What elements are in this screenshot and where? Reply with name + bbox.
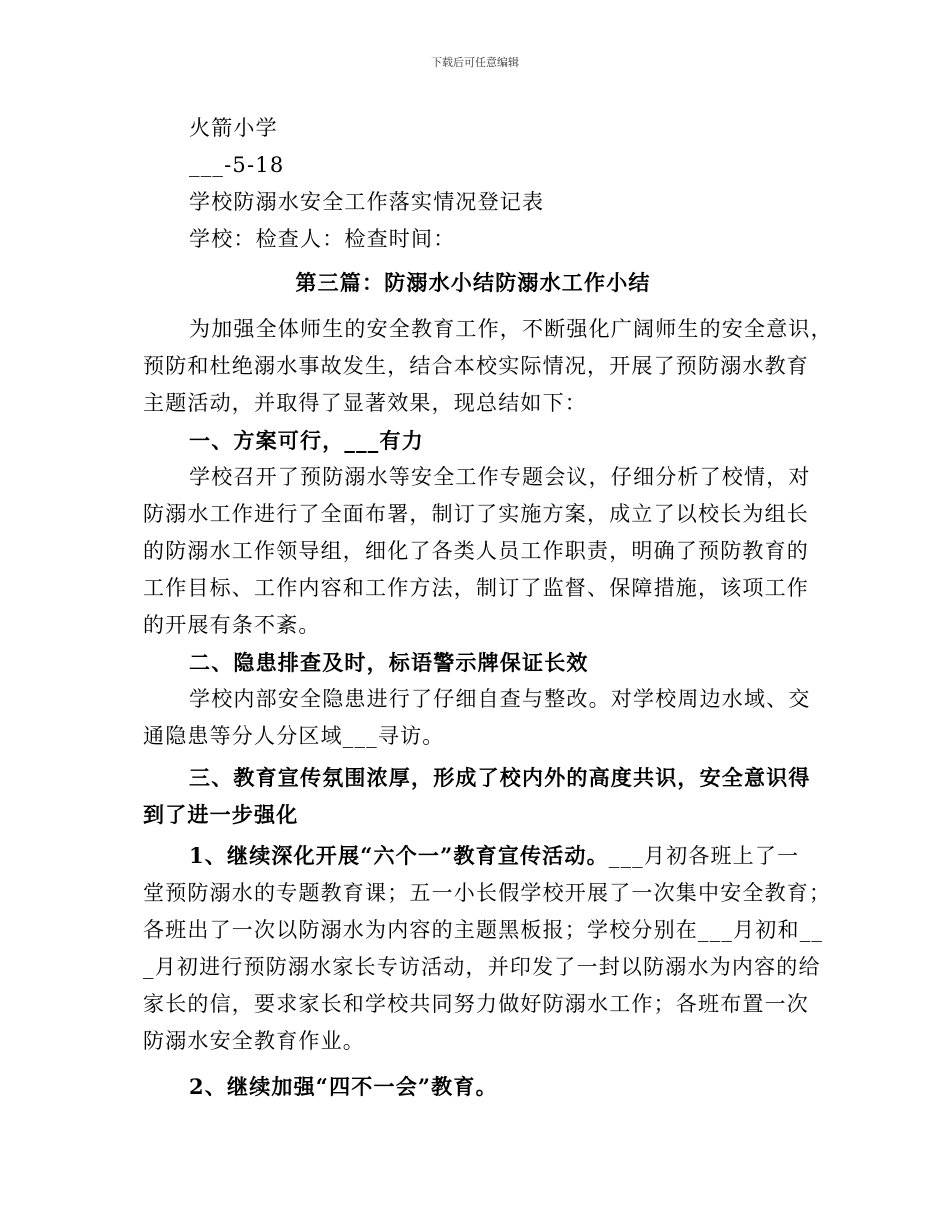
paragraph-line: 防溺水工作进行了全面布署，制订了实施方案，成立了以校长为组长: [143, 502, 809, 526]
item1-lead: 1、继续深化开展“六个一”教育宣传活动。: [189, 843, 609, 868]
paragraph-line: 预防和杜绝溺水事故发生，结合本校实际情况，开展了预防溺水教育: [143, 354, 809, 378]
heading-line: 三、教育宣传氛围浓厚，形成了校内外的高度共识，安全意识得: [189, 765, 811, 790]
item2-heading: 2、继续加强“四不一会”教育。: [189, 1074, 498, 1099]
paragraph-line: 的防溺水工作领导组，细化了各类人员工作职责，明确了预防教育的: [143, 539, 809, 563]
document-body: [143, 110, 833, 1105]
section2-heading: 二、隐患排查及时，标语警示牌保证长效: [189, 650, 589, 675]
paragraph-line: 家长的信，要求家长和学校共同努力做好防溺水工作；各班布置一次: [143, 992, 809, 1016]
item1-paragraph: [143, 837, 832, 1060]
paragraph-line: 工作目标、工作内容和工作方法，制订了监督、保障措施，该项工作: [143, 576, 809, 600]
paragraph-line: 各班出了一次以防溺水为内容的主题黑板报；学校分别在___月初和__: [143, 918, 824, 942]
section2-body: [143, 681, 823, 755]
section3-heading: [143, 759, 823, 833]
paragraph-line: 学校召开了预防溺水等安全工作专题会议，仔细分析了校情，对: [189, 465, 811, 489]
paragraph-line: _月初进行预防溺水家长专访活动，并印发了一封以防溺水为内容的给: [143, 955, 821, 979]
paragraph-line: 为加强全体师生的安全教育工作，不断强化广阔师生的安全意识，: [189, 317, 833, 341]
date-line: ___-5-18: [189, 153, 285, 177]
form-fields-line: 学校：检查人：检查时间：: [189, 227, 456, 251]
paragraph-line: 的开展有条不紊。: [143, 613, 321, 637]
article-title: 第三篇：防溺水小结防溺水工作小结: [295, 270, 651, 295]
school-name: 火箭小学: [189, 116, 278, 140]
paragraph-line: 堂预防溺水的专题教育课；五一小长假学校开展了一次集中安全教育；: [143, 881, 832, 905]
section1-body: [143, 459, 823, 644]
paragraph-line: 防溺水安全教育作业。: [143, 1029, 365, 1053]
heading-line: 到了进一步强化: [143, 802, 299, 827]
paragraph-line: 通隐患等分人分区域___寻访。: [143, 724, 445, 748]
paragraph-line: 主题活动，并取得了显著效果，现总结如下：: [143, 391, 587, 415]
form-title: 学校防溺水安全工作落实情况登记表: [189, 190, 545, 214]
paragraph-line: 学校内部安全隐患进行了仔细自查与整改。对学校周边水域、交: [189, 687, 811, 711]
page-header: 下载后可任意编辑: [431, 56, 519, 69]
item1-lead-rest: ___月初各班上了一: [608, 844, 800, 868]
item1-first-line: [143, 837, 823, 875]
section1-heading: 一、方案可行，___有力: [189, 428, 424, 453]
intro-paragraph: [143, 311, 833, 422]
